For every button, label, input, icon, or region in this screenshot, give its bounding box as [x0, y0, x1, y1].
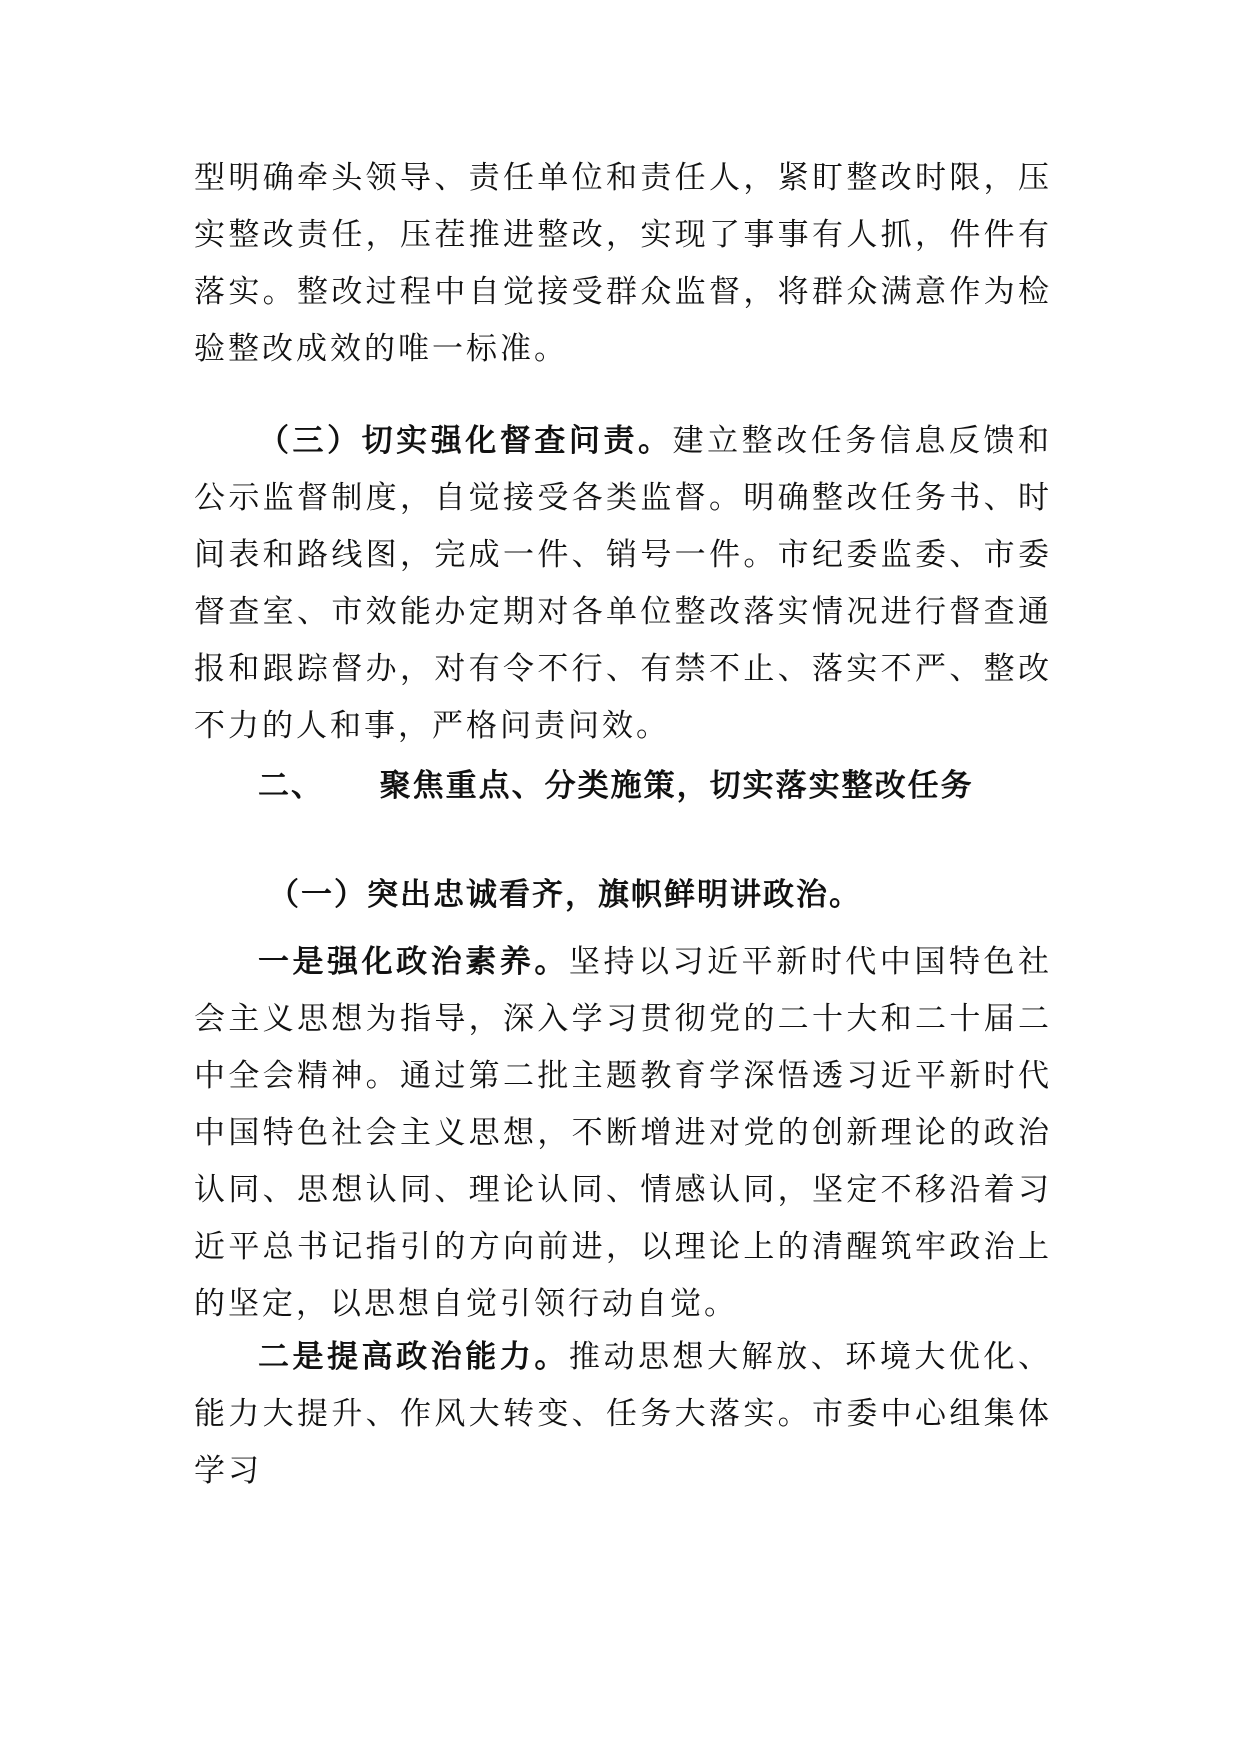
section-title: 聚焦重点、分类施策，切实落实整改任务 [379, 768, 974, 804]
paragraph-lead-heading: （三）切实强化督查问责。 [258, 423, 673, 459]
section-number: 二、 [258, 768, 324, 804]
paragraph-text: 建立整改任务信息反馈和公示监督制度，自觉接受各类监督。明确整改任务书、时间表和路线图，完成一件、销号一件。市纪委监委、市委督查室、市效能办定期对各单位整改落实情况进行督查通报和跟踪督办，对有令不行、有禁不止、落实不严、整改不力的人和事，严格问责问效。 [194, 423, 1053, 744]
paragraph-rectification-responsibility [194, 150, 1052, 378]
paragraph-political-literacy [194, 934, 1052, 1333]
section-heading [258, 758, 974, 815]
paragraph-lead-heading: 一是强化政治素养。 [258, 944, 569, 980]
subsection-heading [268, 867, 862, 924]
paragraph-lead-heading: 二是提高政治能力。 [258, 1339, 569, 1375]
paragraph-supervision-accountability [194, 413, 1052, 755]
paragraph-text: 坚持以习近平新时代中国特色社会主义思想为指导，深入学习贯彻党的二十大和二十届二中全会精神。通过第二批主题教育学深悟透习近平新时代中国特色社会主义思想，不断增进对党的创新理论的政治认同、思想认同、理论认同、情感认同，坚定不移沿着习近平总书记指引的方向前进，以理论上的清醒筑牢政治上的坚定，以思想自觉引领行动自觉。 [194, 944, 1053, 1322]
paragraph-political-capacity [194, 1329, 1052, 1500]
paragraph-text: 推动思想大解放、环境大优化、能力大提升、作风大转变、任务大落实。市委中心组集体学习 [194, 1339, 1053, 1489]
paragraph-text: 型明确牵头领导、责任单位和责任人，紧盯整改时限，压实整改责任，压茬推进整改，实现了事事有人抓，件件有落实。整改过程中自觉接受群众监督，将群众满意作为检验整改成效的唯一标准。 [194, 160, 1052, 367]
subsection-title: （一）突出忠诚看齐，旗帜鲜明讲政治。 [268, 877, 862, 913]
